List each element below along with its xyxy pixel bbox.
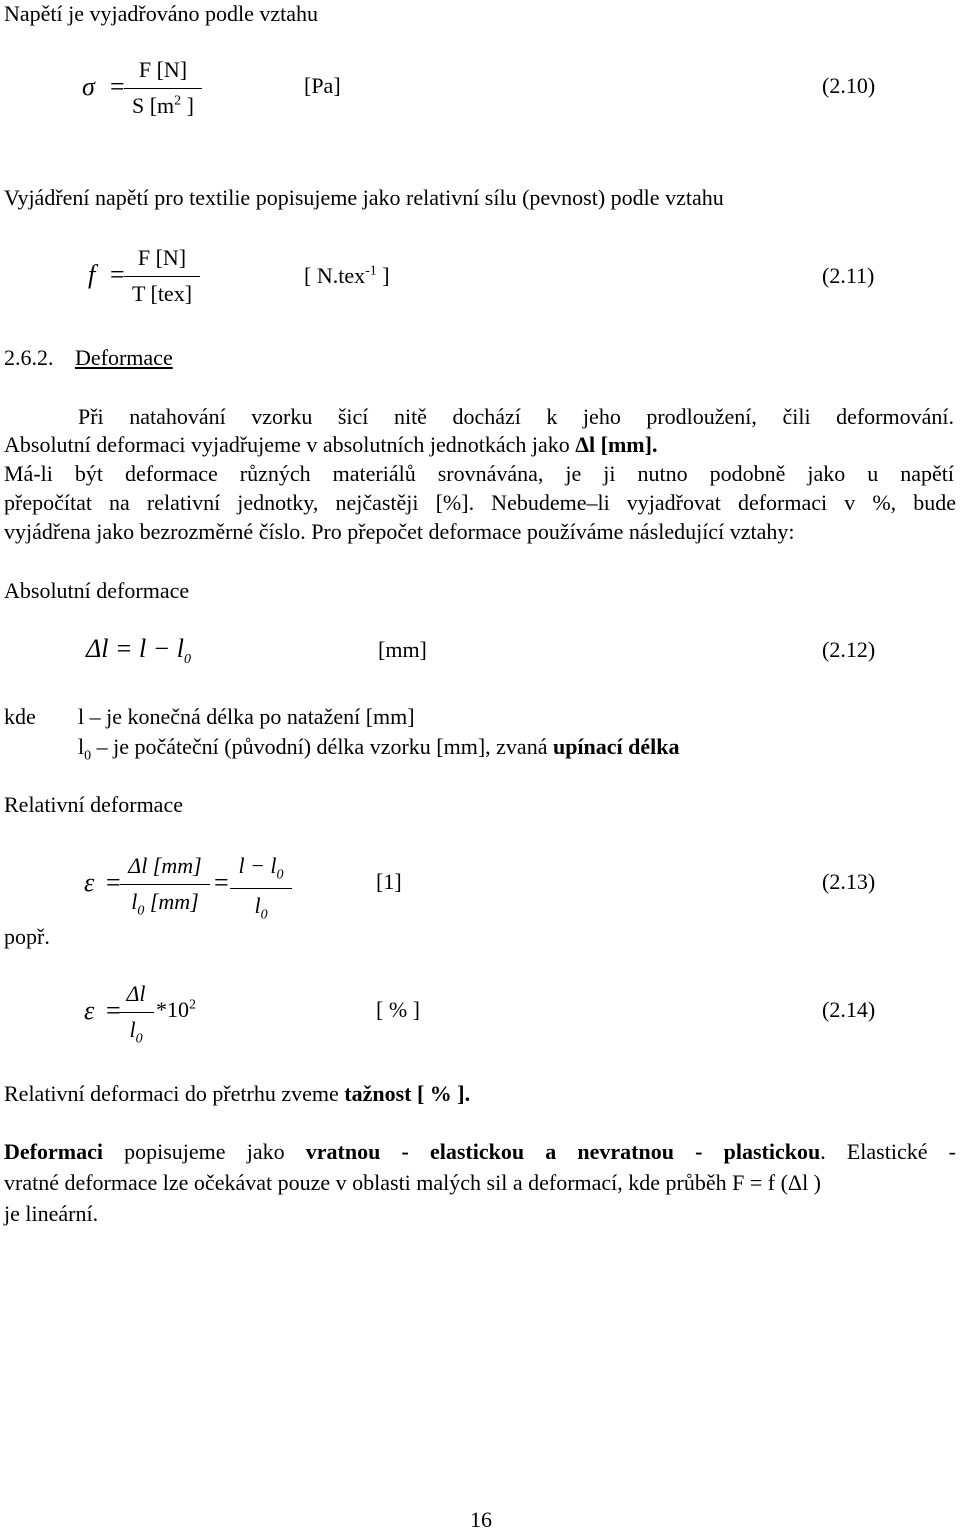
paragraph-line: vyjádřena jako bezrozměrné číslo. Pro přepočet deformace používáme následující vztahy: <box>4 519 795 544</box>
ductility-sentence: Relativní deformaci do přetrhu zveme tažnost [ % ]. <box>4 1081 471 1106</box>
paragraph-line: Deformaci popisujeme jako vratnou - elastickou a nevratnou - plastickou. Elastické - <box>4 1139 956 1164</box>
equation-number: (2.13) <box>822 869 876 894</box>
section-heading <box>4 344 173 373</box>
section-number: 2.6.2. <box>4 345 54 370</box>
paragraph-line: přepočítat na relativní jednotky, nejčastěji [%]. Nebudeme–li vyjadřovat deformaci v %, bude <box>4 490 956 515</box>
fraction-delta-l-over-l0 <box>120 852 210 920</box>
page-number: 16 <box>470 1507 492 1532</box>
paragraph-line: vratné deformace lze očekávat pouze v oblasti malých sil a deformací, kde průběh F = f (Δl ) <box>4 1170 822 1195</box>
section-title: Deformace <box>75 345 173 370</box>
equals-sign: = <box>106 868 121 897</box>
fraction-denominator: S [$m^2$ ] <box>131 92 194 118</box>
fraction-numerator: $l - l_0$ <box>230 852 292 889</box>
where-line: $l_0$ – je počáteční (původní) délka vzorku [mm], zvaná upínací délka <box>78 734 680 764</box>
epsilon-symbol: ε <box>84 996 95 1025</box>
fraction-force-tex <box>124 244 200 308</box>
equals-sign: = <box>214 868 229 897</box>
fraction-denominator: $l_0$ [mm] <box>131 888 199 918</box>
relative-deformation-heading: Relativní deformace <box>4 792 183 817</box>
fraction-denominator: $l_0$ <box>254 892 268 922</box>
fraction-numerator: Δl <box>118 980 154 1013</box>
paragraph-line: Má-li být deformace různých materiálů srovnávána, je ji nutno podobně jako u napětí <box>4 461 954 486</box>
equation-number: (2.14) <box>822 997 876 1022</box>
equals-sign: = <box>106 996 121 1025</box>
unit-mm: [mm] <box>378 637 427 662</box>
paragraph-line: Absolutní deformaci vyjadřujeme v absolutních jednotkách jako Δl [mm]. <box>4 432 658 457</box>
fraction-denominator: T [tex] <box>131 280 193 306</box>
where-label: kde <box>4 704 36 729</box>
fraction-denominator: $l_0$ <box>129 1016 143 1046</box>
absolute-deformation-expression: $\Delta l = l - l_0$ <box>86 634 192 668</box>
unit-pa: [Pa] <box>304 73 341 98</box>
fraction-delta-l-over-l0 <box>118 980 154 1048</box>
equation-number: (2.10) <box>822 73 876 98</box>
multiplier: $*10^2$ <box>156 997 196 1022</box>
epsilon-symbol: ε <box>84 868 95 897</box>
intro-stress-text: Napětí je vyjadřováno podle vztahu <box>4 1 319 26</box>
intro-textile-text: Vyjádření napětí pro textilie popisujeme jako relativní sílu (pevnost) podle vztahu <box>4 185 724 210</box>
fraction-numerator: Δl [mm] <box>120 852 210 885</box>
fraction-l-minus-l0-over-l0 <box>230 852 292 924</box>
or-label: popř. <box>4 924 50 949</box>
unit-dimensionless: [1] <box>376 869 402 894</box>
unit-n-per-tex: [ N.tex$^{-1}$ ] <box>304 263 390 288</box>
absolute-deformation-heading: Absolutní deformace <box>4 578 190 603</box>
equation-number: (2.11) <box>822 263 875 288</box>
unit-percent: [ % ] <box>376 997 420 1022</box>
fraction-numerator: F [N] <box>124 244 200 277</box>
equals-sign: = <box>110 260 125 289</box>
equals-sign: = <box>110 72 125 101</box>
fraction-force-area <box>124 56 202 120</box>
f-symbol: f <box>88 260 96 289</box>
equation-number: (2.12) <box>822 637 876 662</box>
fraction-numerator: F [N] <box>124 56 202 89</box>
where-line: l – je konečná délka po natažení [mm] <box>78 704 415 729</box>
paragraph-line: je lineární. <box>4 1201 99 1226</box>
paragraph-line: Při natahování vzorku šicí nitě dochází k jeho prodloužení, čili deformování. <box>78 404 954 429</box>
sigma-symbol: σ <box>82 72 95 101</box>
